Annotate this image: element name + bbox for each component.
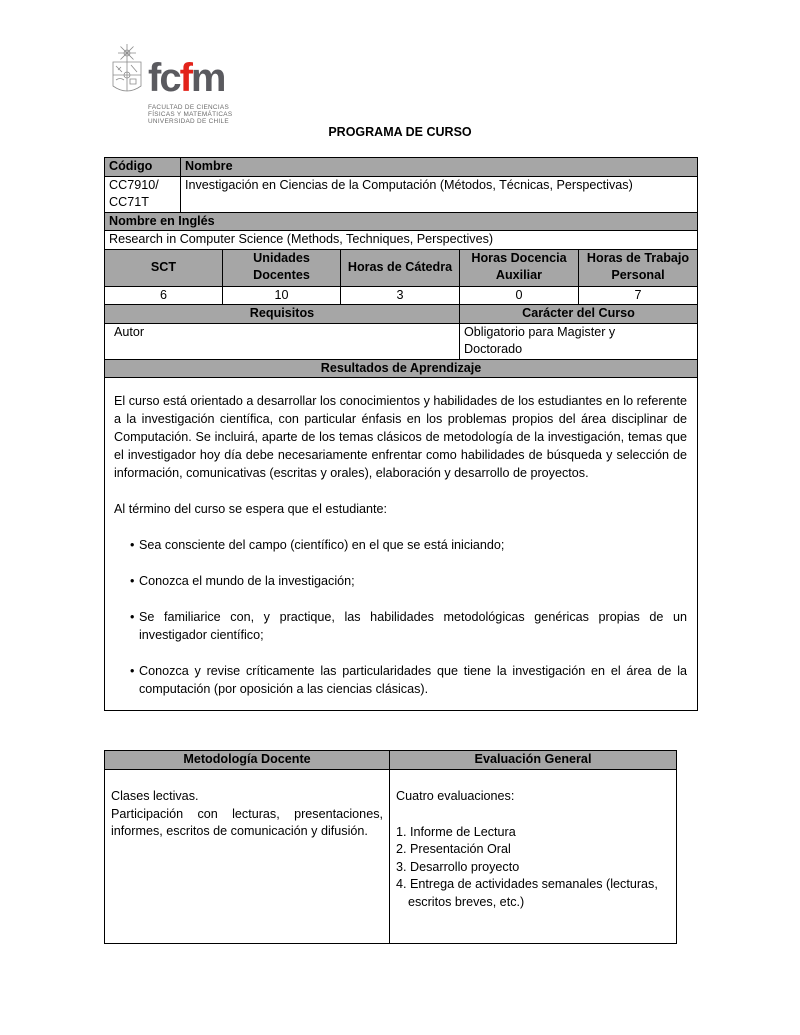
university-crest-icon bbox=[110, 44, 144, 96]
bullet-icon: • bbox=[130, 538, 135, 552]
fcfm-wordmark: fcfm bbox=[148, 56, 225, 100]
horas-catedra-value: 3 bbox=[341, 286, 460, 305]
fcfm-logo bbox=[110, 44, 235, 128]
bullet-icon: • bbox=[130, 610, 135, 624]
bullet-icon: • bbox=[130, 664, 135, 678]
metodologia-label: Metodología Docente bbox=[105, 751, 390, 770]
metodologia-line: Clases lectivas. bbox=[111, 789, 199, 803]
sct-header: SCT bbox=[105, 249, 223, 286]
requisitos-label: Requisitos bbox=[105, 305, 460, 324]
evaluacion-body bbox=[390, 770, 677, 944]
course-code: CC7910/ CC71T bbox=[105, 176, 181, 212]
resultados-lead: Al término del curso se espera que el estudiante: bbox=[114, 502, 388, 516]
name-label: Nombre bbox=[181, 158, 698, 177]
learning-goal: • Conozca el mundo de la investigación; bbox=[130, 574, 355, 588]
resultados-label: Resultados de Aprendizaje bbox=[105, 359, 698, 378]
caracter-label: Carácter del Curso bbox=[460, 305, 698, 324]
horas-docencia-auxiliar-value: 0 bbox=[460, 286, 579, 305]
code-label: Código bbox=[105, 158, 181, 177]
horas-trabajo-personal-value: 7 bbox=[579, 286, 698, 305]
course-name: Investigación en Ciencias de la Computación (Métodos, Técnicas, Perspectivas) bbox=[181, 176, 698, 212]
metodologia-line: Participación con lecturas, presentaciones, informes, escritos de comunicación y difusión. bbox=[111, 806, 383, 838]
course-info-table bbox=[104, 157, 698, 711]
evaluacion-label: Evaluación General bbox=[390, 751, 677, 770]
learning-goal: • Sea consciente del campo (científico) en el que se está iniciando; bbox=[130, 538, 505, 552]
document-title: PROGRAMA DE CURSO bbox=[328, 125, 472, 139]
evaluation-item: 3. Desarrollo proyecto bbox=[396, 859, 520, 874]
horas-trabajo-personal-header: Horas de Trabajo Personal bbox=[579, 249, 698, 286]
evaluacion-intro: Cuatro evaluaciones: bbox=[396, 789, 515, 803]
caracter-value: Obligatorio para Magister y Doctorado bbox=[460, 323, 698, 359]
resultados-body bbox=[105, 378, 698, 711]
methodology-evaluation-table bbox=[104, 750, 677, 944]
sct-value: 6 bbox=[105, 286, 223, 305]
evaluation-item: 4. Entrega de actividades semanales (lecturas, escritos breves, etc.) bbox=[396, 877, 658, 909]
faculty-subtitle: FACULTAD DE CIENCIAS FÍSICAS Y MATEMÁTICAS UNIVERSIDAD DE CHILE bbox=[148, 104, 233, 125]
bullet-icon: • bbox=[130, 574, 135, 588]
learning-goal: • Conozca y revise críticamente las particularidades que tiene la investigación en el área de la computación (por oposición a las ciencias clásicas). bbox=[130, 664, 688, 696]
learning-goals-list bbox=[114, 536, 687, 698]
unidades-docentes-header: Unidades Docentes bbox=[223, 249, 341, 286]
evaluation-item: 2. Presentación Oral bbox=[396, 842, 511, 856]
evaluations-list bbox=[396, 824, 670, 912]
horas-docencia-auxiliar-header: Horas Docencia Auxiliar bbox=[460, 249, 579, 286]
unidades-docentes-value: 10 bbox=[223, 286, 341, 305]
resultados-intro: El curso está orientado a desarrollar los conocimientos y habilidades de los estudiantes en lo referente a la investigación científica, con particular énfasis en los problemas propios del área disciplinar de Computación. Se incluirá, aparte de los temas clásicos de metodología de la investigación, temas que el investigador hoy día debe necesariamente enfrentar como habilidades de búsqueda y selección de información, comunicativas (escritas y orales), elaboración y desarrollo de proyectos. bbox=[114, 394, 688, 480]
metodologia-body bbox=[105, 770, 390, 944]
learning-goal: • Se familiarice con, y practique, las habilidades metodológicas genéricas propias de un investigador científico; bbox=[130, 610, 688, 642]
horas-catedra-header: Horas de Cátedra bbox=[341, 249, 460, 286]
requisitos-value: Autor bbox=[105, 323, 460, 359]
evaluation-item: 1. Informe de Lectura bbox=[396, 824, 516, 839]
english-name: Research in Computer Science (Methods, Techniques, Perspectives) bbox=[105, 231, 698, 250]
english-name-label: Nombre en Inglés bbox=[105, 212, 698, 231]
